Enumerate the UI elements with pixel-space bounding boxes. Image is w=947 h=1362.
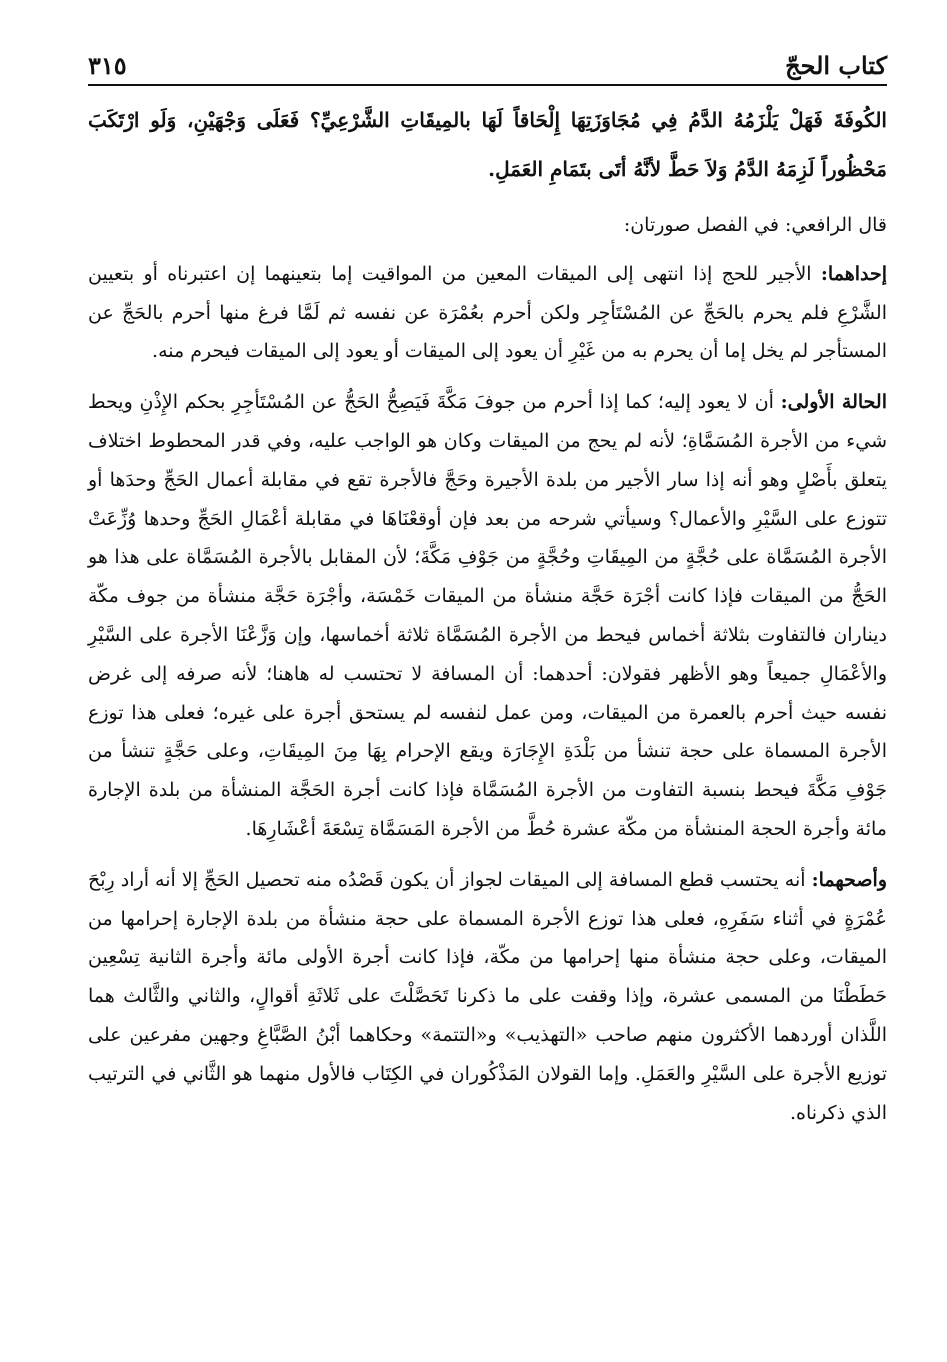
section-intro — [88, 206, 887, 245]
paragraph-text: الأجير للحج إذا انتهى إلى الميقات المعين من المواقيت إما بتعينهما إن اعتبرناه أو بتعيين الشَّرْعِ فلم يحرم بالحَجِّ عن المُسْتَأجِر ولكن أحرم بعُمْرَة عن نفسه ثم لَمَّا فرغ منها أحرم بالحَجِّ عن المستأجر لم يخل إما أن يحرم به من غَيْرِ أن يعود إلى الميقات أو يعود إلى الميقات فيحرم منه. — [88, 262, 887, 363]
paragraph-text: الكُوفَةَ فَهَلْ يَلْزَمُهُ الدَّمُ فِي مُجَاوَزَتِهَا إِلْحَاقاً لَهَا بالمِيقَاتِ الشَّرْعِيِّ؟ فَعَلَى وَجْهَيْنِ، وَلَو ارْتَكَبَ مَحْظُوراً لَزِمَهُ الدَّمُ وَلاَ حَطَّ لأنَّهُ أتَى بتَمَامِ العَمَلِ. — [88, 108, 887, 181]
paragraph-text: أنه يحتسب قطع المسافة إلى الميقات لجواز أن يكون قَصْدُه منه تحصيل الحَجِّ إلا أنه أراد رِبْحَ عُمْرَةٍ في أثناء سَفَرِهِ، فعلى هذا توزع الأجرة المسماة على حجة منشأة من بلدة الإجارة إحرامها من الميقات، وعلى حجة منشأة منها إحرامها من مكّة، فإذا كانت أجرة الأولى مائة وأجرة الثانية تِسْعِين حَطَطْنَا من المسمى عشرة، وإذا وقفت على ما ذكرنا تَحَصَّلْتَ على ثَلاثَةِ أقوالٍ، والثاني والثَّالث هما اللَّذان أوردهما الأكثرون منهم صاحب «التهذيب» و«التتمة» وحكاهما أبْنُ الصَّبَّاغِ وجهين مفرعين على توزيع الأجرة على السَّيْرِ والعَمَلِ. وإما القولان المَذْكُوران في الكِتَاب فالأول منهما هو الثَّاني في الترتيب الذي ذكرناه. — [88, 868, 887, 1124]
paragraph-lead: الحالة الأولى: — [780, 391, 887, 414]
page-header — [88, 34, 887, 80]
paragraph-text: أن لا يعود إليه؛ كما إذا أحرم من جوفَ مَكَّةَ فَيَصِحُّ الحَجُّ عن المُسْتَأجِرِ بحكم الإِذْنِ ويحط شيء من الأجرة المُسَمَّاةِ؛ لأنه لم يحج من الميقات وكان هو الواجب عليه، وفي قدر المحطوط اختلاف يتعلق بأَصْلٍ وهو أنه إذا سار الأجير من بلدة الأجيرة وحَجَّ فالأجرة تقع في مقابلة أعمال الحَجِّ وحدَها أو تتوزع على السَّيْرِ والأعمال؟ وسيأتي شرحه من بعد فإن أوقعْنَاهَا في مقابلة أعْمَالِ الحَجِّ وحدها وُزِّعَتْ الأجرة المُسَمَّاة على حُجَّةٍ من المِيقَاتِ وحُجَّةٍ من جَوْفِ مَكَّةَ؛ لأن المقابل بالأجرة المُسَمَّاة على هذا هو الحَجُّ من الميقات فإذا كانت أجْرَة حَجَّة منشأة من الميقات خَمْسَة، وأجْرَة حَجَّة منشأة من جوف مكّة ديناران فالتفاوت بثلاثة أخماس فيحط من الأجرة المُسَمَّاة ثلاثة أخماسها، وإن وَزَّعْنَا الأجرة على السَّيْرِ والأعْمَالِ جميعاً وهو الأظهر فقولان: أحدهما: أن المسافة لا تحتسب له هاهنا؛ لأنه صرفه إلى غرض نفسه حيث أحرم بالعمرة من الميقات، ومن عمل لنفسه لم يستحق أجرة على غيره؛ فعلى هذا توزع الأجرة المسماة على حجة تنشأ من بَلْدَةِ الإِجَارَة ويقع الإحرام بِهَا مِنَ المِيقَاتِ، وعلى حَجَّةٍ تنشأ من جَوْفِ مَكَّةَ فيحط بنسبة التفاوت من الأجرة المُسَمَّاة فإذا كانت أجرة الحَجَّة المنشأة من بلدة الإجارة مائة وأجرة الحجة المنشأة من مكّة عشرة حُطَّ من الأجرة المَسَمَّاة تِسْعَةَ أعْشَارِهَا. — [88, 391, 887, 840]
paragraph-lead: وأصحهما: — [811, 868, 887, 891]
paragraph-text: قال الرافعي: في الفصل صورتان: — [623, 214, 887, 236]
page-number: ٣١٥ — [88, 51, 127, 80]
paragraph-lead: إحداهما: — [820, 262, 887, 285]
running-title: كتاب الحجّ — [785, 51, 887, 80]
paragraph-first-state — [88, 383, 887, 849]
paragraph-first-case — [88, 255, 887, 371]
paragraph-most-correct — [88, 861, 887, 1133]
page-body — [88, 96, 887, 1144]
header-divider — [88, 84, 887, 86]
matn-paragraph — [88, 96, 887, 194]
